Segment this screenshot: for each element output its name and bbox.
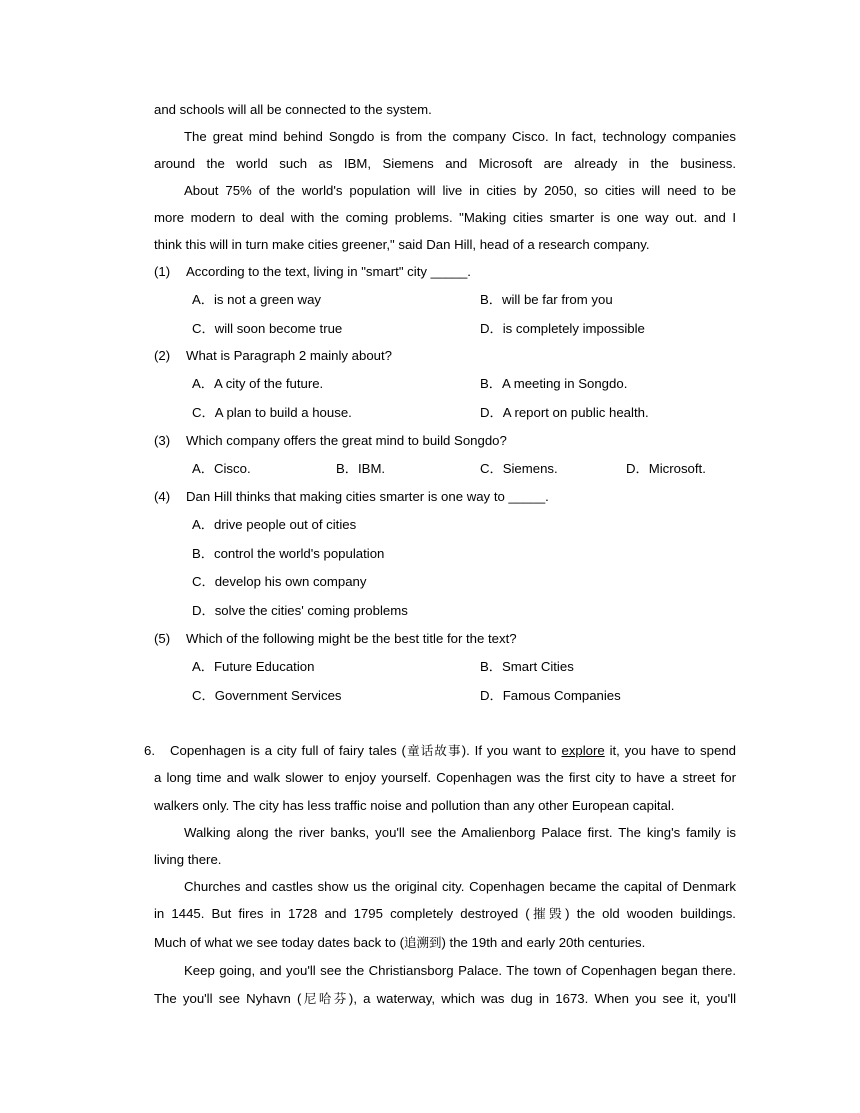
passage-line: The you'll see Nyhavn (尼哈芬), a waterway, which was dug in 1673. When you see it, you'll [154, 991, 736, 1006]
option-a[interactable]: A．is not a green way [192, 292, 322, 307]
passage-line: walkers only. The city has less traffic noise and pollution than any other European capital. [154, 798, 675, 813]
passage-line: Keep going, and you'll see the Christiansborg Palace. The town of Copenhagen began there. [184, 963, 736, 978]
question-number: (3) [154, 433, 171, 448]
passage-line: a long time and walk slower to enjoy yourself. Copenhagen was the first city to have a street for [154, 770, 736, 785]
passage-line: Walking along the river banks, you'll see the Amalienborg Palace first. The king's family is [184, 825, 736, 840]
passage-line: Churches and castles show us the original city. Copenhagen became the capital of Denmark [184, 879, 736, 894]
question-text: Dan Hill thinks that making cities smarter is one way to _____. [186, 489, 549, 504]
item-number: 6. [144, 743, 155, 758]
option-c[interactable]: C．will soon become true [192, 321, 343, 336]
question-text: According to the text, living in "smart" city _____. [186, 264, 471, 279]
passage-line: think this will in turn make cities greener," said Dan Hill, head of a research company. [154, 237, 650, 252]
option-b[interactable]: B．will be far from you [480, 292, 613, 307]
question-number: (4) [154, 489, 171, 504]
question-text: What is Paragraph 2 mainly about? [186, 348, 392, 363]
question-number: (5) [154, 631, 171, 646]
option-d[interactable]: D．solve the cities' coming problems [192, 603, 408, 618]
passage-line: About 75% of the world's population will live in cities by 2050, so cities will need to be [184, 183, 736, 198]
option-c[interactable]: C．develop his own company [192, 574, 367, 589]
option-d[interactable]: D．A report on public health. [480, 405, 649, 420]
option-b[interactable]: B．A meeting in Songdo. [480, 376, 628, 391]
question-number: (1) [154, 264, 171, 279]
option-b[interactable]: B．Smart Cities [480, 659, 574, 674]
passage-line: around the world such as IBM, Siemens and Microsoft are already in the business. [154, 156, 736, 171]
passage-line: Much of what we see today dates back to (追溯到) the 19th and early 20th centuries. [154, 935, 646, 950]
option-a[interactable]: A．Future Education [192, 659, 315, 674]
question-text: Which company offers the great mind to build Songdo? [186, 433, 507, 448]
option-c[interactable]: C．A plan to build a house. [192, 405, 352, 420]
option-a[interactable]: A．drive people out of cities [192, 517, 357, 532]
option-c[interactable]: C．Government Services [192, 688, 342, 703]
option-b[interactable]: B．control the world's population [192, 546, 385, 561]
passage-line: more modern to deal with the coming problems. "Making cities smarter is one way out. and I [154, 210, 736, 225]
passage-line: and schools will all be connected to the system. [154, 102, 432, 117]
option-c[interactable]: C．Siemens. [480, 461, 558, 476]
passage-line: The great mind behind Songdo is from the company Cisco. In fact, technology companies [184, 129, 736, 144]
question-text: Which of the following might be the best title for the text? [186, 631, 517, 646]
passage-line: living there. [154, 852, 222, 867]
option-d[interactable]: D．is completely impossible [480, 321, 645, 336]
option-a[interactable]: A．A city of the future. [192, 376, 324, 391]
option-b[interactable]: B．IBM. [336, 461, 386, 476]
option-d[interactable]: D．Microsoft. [626, 461, 706, 476]
option-d[interactable]: D．Famous Companies [480, 688, 621, 703]
option-a[interactable]: A．Cisco. [192, 461, 251, 476]
question-number: (2) [154, 348, 171, 363]
passage-line: in 1445. But fires in 1728 and 1795 completely destroyed (摧毁) the old wooden buildings. [154, 906, 736, 921]
passage-line: Copenhagen is a city full of fairy tales (童话故事). If you want to explore it, you have to spend [170, 743, 736, 758]
explore-word: explore [561, 743, 605, 758]
